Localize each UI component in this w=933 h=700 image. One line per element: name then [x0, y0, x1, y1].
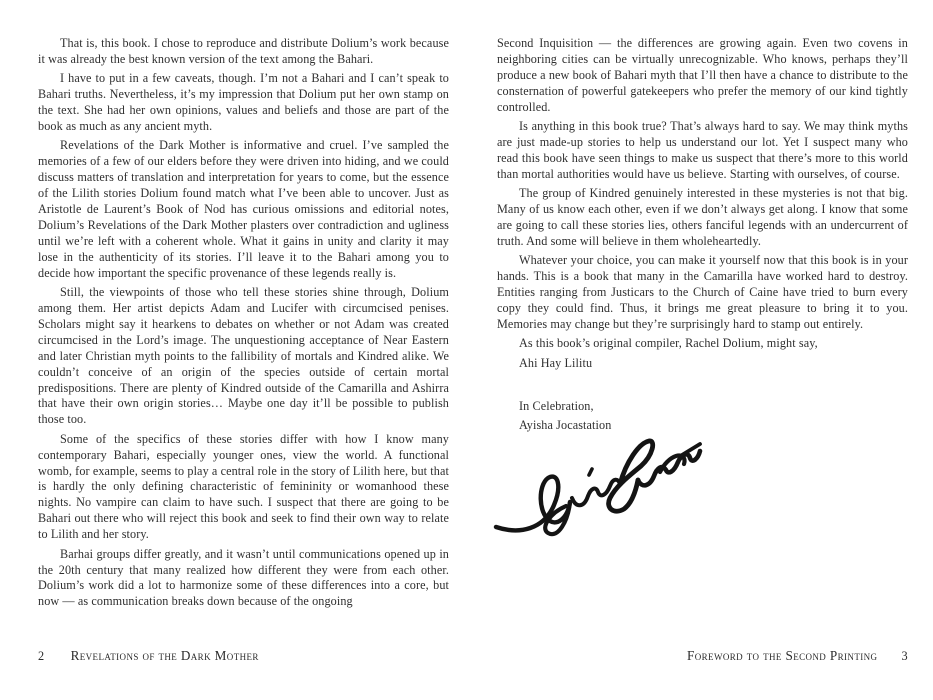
right-page-footer — [687, 648, 908, 664]
body-paragraph: Still, the viewpoints of those who tell these stories shine through, Dolium among them. Her artist depicts Adam and Lucifer with circumcised penises. Scholars might say it hearkens to debates on whether or not Adam was created circumcised in the Lord’s image. The unquestioning acceptance of Near Eastern and later Christian myth points to the fallibility of mortals and Kindred alike. We couldn’t conceive of an origin of the species outside of certain mortal predispositions. There are plenty of Kindred outside of the Camarilla and Ashirra that have their own origin stories… Maybe one day it’ll be possible to publish those too. — [38, 285, 449, 427]
body-paragraph: Second Inquisition — the differences are growing again. Even two covens in neighboring cities can be virtually unrecognizable. Who knows, perhaps they’ll produce a new book of Bahari myth that I’ll then have a chance to distribute to the consternation of powerful gatekeepers who prefer the memory of our kind tightly controlled. — [497, 36, 908, 114]
body-paragraph: Whatever your choice, you can make it yourself now that this book is in your hands. This is a book that many in the Camarilla have worked hard to destroy. Entities ranging from Justicars to the Church of Caine have tried to burn every copy they could find. Thus, it brings me great pleasure to bring it to you. Memories may change but they’re surprisingly hard to stamp out entirely. — [497, 253, 908, 331]
signature-ink-icon — [492, 428, 710, 550]
body-paragraph: Is anything in this book true? That’s always hard to say. We may think myths are just made-up stories to help us understand our lot. Yet I suspect many who read this book have seen things to make us suspect that there’s more to this world than mortal authorities would have us believe. Starting with ourselves, of course. — [497, 119, 908, 181]
running-title: Foreword to the Second Printing — [687, 648, 878, 663]
page-number: 2 — [38, 649, 45, 663]
right-page — [497, 36, 908, 437]
ahi-hay-lilitu-line: Ahi Hay Lilitu — [519, 355, 593, 370]
handwritten-signature — [492, 428, 710, 550]
body-paragraph: Barhai groups differ greatly, and it wasn’t until communications opened up in the 20th century that many realized how different they were from each other. Dolium’s work did a lot to harmonize some of these differences into a core, but now — as communication breaks down because of the ongoing — [38, 546, 449, 609]
valediction-line: In Celebration, — [519, 398, 594, 413]
running-title: Revelations of the Dark Mother — [70, 648, 259, 663]
body-paragraph: That is, this book. I chose to reproduce and distribute Dolium’s work because it was already the best known version of the text among the Bahari. — [38, 36, 449, 66]
body-paragraph: The group of Kindred genuinely interested in these mysteries is not that big. Many of us know each other, even if we don’t always get along. I know that some are going to call these stories lies, others fanciful legends with an undercurrent of truth. And some will believe in them wholeheartedly. — [497, 186, 908, 248]
page-number: 3 — [901, 649, 908, 663]
valediction-name-line: Ayisha Jocastation — [519, 418, 612, 433]
body-paragraph: Revelations of the Dark Mother is informative and cruel. I’ve sampled the memories of a few of our elders before they were driven into hiding, and we could discuss matters of translation and interpretation for years to come, but the essence of the Lilith stories Dolium found match what I’ve been able to uncover. Just as Aristotle de Laurent’s Book of Nod has curious omissions and editorial notes, Dolium’s Revelations of the Dark Mother plasters over contradiction and ugliness until we’re left with a coherent whole. What it gains in unity and clarity it may lose in the authenticity of its stories. I’ll leave it to the Bahari among you to decide how important the specific provenance of these legends really is. — [38, 138, 449, 280]
body-paragraph: I have to put in a few caveats, though. I’m not a Bahari and I can’t speak to Bahari truths. Nevertheless, it’s my impression that Dolium put her own stamp on the text. She had her own opinions, values and beliefs and those are part of the book as much as any ancient myth. — [38, 71, 449, 134]
body-paragraph: Some of the specifics of these stories differ with how I know many contemporary Bahari, especially younger ones, view the world. A functional womb, for example, seems to play a central role in the story of Lilith here, but that is hardly the only defining characteristic of femininity or womanhood these nights. No vampire can claim to have such. I suspect that there are going to be Bahari out there who will reject this book and seek to find their own way to relate to Lilith and her story. — [38, 431, 449, 542]
left-page — [38, 36, 449, 614]
left-page-footer — [38, 648, 259, 664]
attribution-line: As this book’s original compiler, Rachel Dolium, might say, — [519, 336, 818, 351]
